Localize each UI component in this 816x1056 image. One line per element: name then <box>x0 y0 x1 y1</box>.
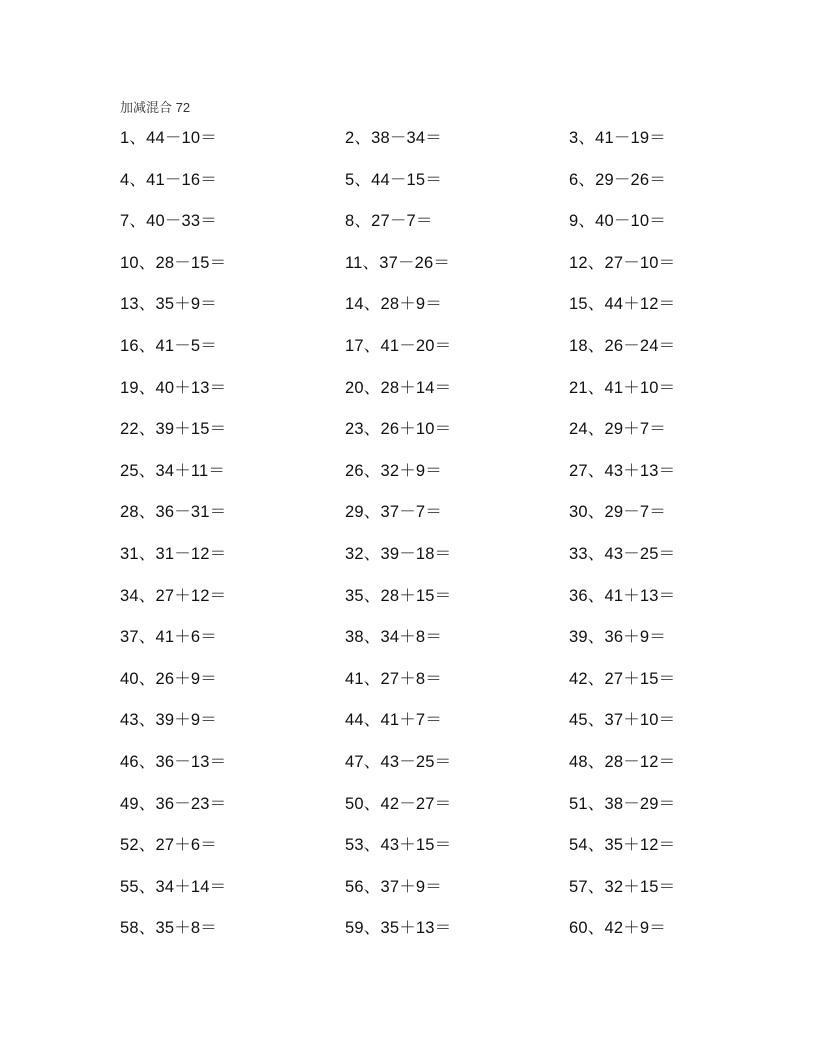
math-problem: 4、41－16＝ <box>120 170 217 189</box>
math-problem: 51、38－29＝ <box>569 794 676 813</box>
math-problem: 26、32＋9＝ <box>345 461 442 480</box>
math-problem: 60、42＋9＝ <box>569 919 666 938</box>
math-problem: 10、28－15＝ <box>120 253 227 272</box>
math-problem: 23、26＋10＝ <box>345 420 452 439</box>
math-problem: 41、27＋8＝ <box>345 669 442 688</box>
math-problem: 13、35＋9＝ <box>120 295 217 314</box>
math-problem: 29、37－7＝ <box>345 503 442 522</box>
math-problem: 33、43－25＝ <box>569 544 676 563</box>
math-problem: 40、26＋9＝ <box>120 669 217 688</box>
math-problem: 57、32＋15＝ <box>569 877 676 896</box>
math-problem: 9、40－10＝ <box>569 212 666 231</box>
problem-grid <box>120 127 720 959</box>
math-problem: 18、26－24＝ <box>569 336 676 355</box>
math-problem: 27、43＋13＝ <box>569 461 676 480</box>
math-problem: 39、36＋9＝ <box>569 628 666 647</box>
math-problem: 50、42－27＝ <box>345 794 452 813</box>
math-problem: 30、29－7＝ <box>569 503 666 522</box>
math-problem: 12、27－10＝ <box>569 253 676 272</box>
math-problem: 53、43＋15＝ <box>345 836 452 855</box>
math-problem: 20、28＋14＝ <box>345 378 452 397</box>
math-problem: 46、36－13＝ <box>120 752 227 771</box>
math-problem: 1、44－10＝ <box>120 129 217 147</box>
math-problem: 24、29＋7＝ <box>569 420 666 439</box>
math-problem: 54、35＋12＝ <box>569 836 676 855</box>
math-problem: 3、41－19＝ <box>569 129 666 147</box>
math-problem: 19、40＋13＝ <box>120 378 227 397</box>
math-problem: 15、44＋12＝ <box>569 295 676 314</box>
math-problem: 8、27－7＝ <box>345 212 433 231</box>
math-problem: 52、27＋6＝ <box>120 836 217 855</box>
math-problem: 6、29－26＝ <box>569 170 666 189</box>
math-problem: 58、35＋8＝ <box>120 919 217 938</box>
math-problem: 22、39＋15＝ <box>120 420 227 439</box>
math-problem: 17、41－20＝ <box>345 336 452 355</box>
math-problem: 37、41＋6＝ <box>120 628 217 647</box>
math-problem: 5、44－15＝ <box>345 170 442 189</box>
math-problem: 32、39－18＝ <box>345 544 452 563</box>
math-problem: 21、41＋10＝ <box>569 378 676 397</box>
math-problem: 47、43－25＝ <box>345 752 452 771</box>
math-problem: 36、41＋13＝ <box>569 586 676 605</box>
math-problem: 48、28－12＝ <box>569 752 676 771</box>
math-problem: 42、27＋15＝ <box>569 669 676 688</box>
math-problem: 38、34＋8＝ <box>345 628 442 647</box>
math-problem: 11、37－26＝ <box>345 253 451 272</box>
math-problem: 31、31－12＝ <box>120 544 227 563</box>
math-problem: 2、38－34＝ <box>345 129 442 147</box>
math-problem: 43、39＋9＝ <box>120 711 217 730</box>
math-problem: 34、27＋12＝ <box>120 586 227 605</box>
math-problem: 56、37＋9＝ <box>345 877 442 896</box>
worksheet-title: 加减混合 72 <box>120 100 191 115</box>
math-problem: 16、41－5＝ <box>120 336 217 355</box>
math-problem: 49、36－23＝ <box>120 794 227 813</box>
math-problem: 59、35＋13＝ <box>345 919 452 938</box>
math-problem: 7、40－33＝ <box>120 212 217 231</box>
math-problem: 55、34＋14＝ <box>120 877 227 896</box>
math-problem: 45、37＋10＝ <box>569 711 676 730</box>
math-problem: 44、41＋7＝ <box>345 711 442 730</box>
math-problem: 28、36－31＝ <box>120 503 227 522</box>
math-problem: 14、28＋9＝ <box>345 295 442 314</box>
math-problem: 35、28＋15＝ <box>345 586 452 605</box>
math-problem: 25、34＋11＝ <box>120 461 226 480</box>
